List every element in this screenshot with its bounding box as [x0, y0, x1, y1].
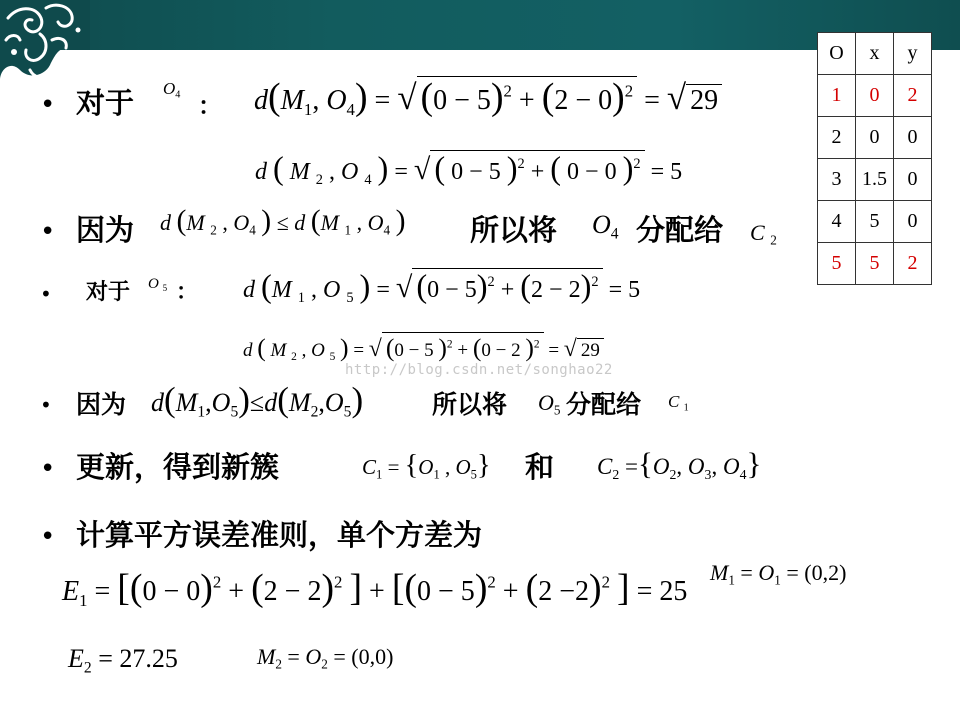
bullet: •	[40, 522, 56, 552]
inequality-d-m1-d-m2: $d(M_1,O_5)\le d(M_2,O_5)$	[151, 380, 364, 421]
cluster-c2-set: $C_2 =\{O_2$, $O_3$, $O_4$}	[597, 446, 762, 482]
table-cell: 0	[894, 159, 932, 201]
table-header-cell: y	[894, 33, 932, 75]
table-row	[818, 243, 932, 285]
because-label: 因为	[76, 390, 127, 419]
c1-symbol: C $_1$	[668, 392, 689, 414]
o4-symbol: $O_4$	[592, 210, 619, 243]
table-cell: 1.5	[856, 159, 894, 201]
bullet: •	[40, 217, 56, 247]
table-cell: 1	[818, 75, 856, 117]
points-table	[817, 32, 932, 285]
o4-symbol: $O_4$	[163, 79, 181, 101]
table-row	[818, 201, 932, 243]
bullet: •	[40, 454, 56, 484]
table-cell: 0	[894, 201, 932, 243]
so-label: 所以将	[470, 213, 558, 247]
assign-to-label: 分配给	[566, 390, 642, 419]
table-row	[818, 117, 932, 159]
table-cell: 4	[818, 201, 856, 243]
table-row	[818, 75, 932, 117]
table-cell: 5	[856, 243, 894, 285]
table-header-row	[818, 33, 932, 75]
bullet: •	[40, 282, 52, 306]
update-label: 更新，得到新簇	[76, 450, 280, 484]
table-cell: 2	[894, 243, 932, 285]
table-header-cell: x	[856, 33, 894, 75]
ornament-icon	[0, 0, 90, 95]
m1-equation: $M_1 = O_1 = (0,2)$	[710, 560, 847, 588]
c2-symbol: C $_2$	[750, 220, 777, 248]
e1-equation: $E_1 = [(0 - 0)^2 + (2 - 2)^2$ ] + [$(0 - 5)^2 + (2 -2)^2$ ] = 25	[62, 567, 688, 610]
compute-criterion-label: 计算平方误差准则，单个方差为	[76, 518, 483, 552]
table-row	[818, 159, 932, 201]
m2-equation: $M_2 = O_2 = (0,0)$	[257, 644, 394, 672]
header-bar	[0, 0, 960, 50]
bullet: •	[40, 90, 56, 120]
for-label: 对于	[86, 280, 131, 305]
table-cell: 2	[818, 117, 856, 159]
for-label: 对于	[76, 86, 135, 120]
table-cell: 2	[894, 75, 932, 117]
table-cell: 5	[818, 243, 856, 285]
table-cell: 5	[856, 201, 894, 243]
equation-d-m2-o4: d ( M $_2$ , O $_4$ ) = √ ( 0 − 5 )$^2$ + ( 0 − 0 )$^2$ = 5	[255, 151, 683, 189]
table-cell: 0	[856, 75, 894, 117]
because-label: 因为	[76, 213, 135, 247]
inequality-d-m2-d-m1: d (M $_2$ , $O_4$ ) ≤ d (M $_1$ , $O_4$ )	[160, 205, 406, 238]
table-cell: 0	[856, 117, 894, 159]
table-header-cell: O	[818, 33, 856, 75]
equation-d-m2-o5: d ( M $_2$ , O $_5$ ) = √ (0 − 5 )$^2$ + (0 − 2 )$^2$ = √ 29	[243, 332, 604, 363]
cluster-c1-set: $C_1 = \{O_1$ , $O_5$}	[362, 450, 491, 482]
watermark-text: http://blog.csdn.net/songhao22	[345, 362, 613, 378]
assign-to-label: 分配给	[636, 213, 724, 247]
and-label: 和	[525, 450, 555, 484]
equation-d-m1-o5: d (M $_1$ , O $_5$ ) = √ $(0 - 5)^2 + (2 - 2)^2 = 5$	[243, 269, 641, 307]
e2-equation: $E_2 = 27.25$	[68, 644, 178, 677]
colon: ：	[198, 92, 222, 120]
colon: ：	[176, 280, 199, 305]
table-cell: 3	[818, 159, 856, 201]
table-cell: 0	[894, 117, 932, 159]
equation-d-m1-o4: $d(M_1$, $O_4$) = √ $(0 - 5)^2 + (2 - 0)^2$ = √ 29	[254, 76, 722, 119]
bullet: •	[40, 393, 52, 417]
so-label: 所以将	[432, 390, 508, 419]
o5-symbol: O $_5$	[148, 276, 168, 294]
o5-symbol: $O_5$	[538, 390, 561, 418]
